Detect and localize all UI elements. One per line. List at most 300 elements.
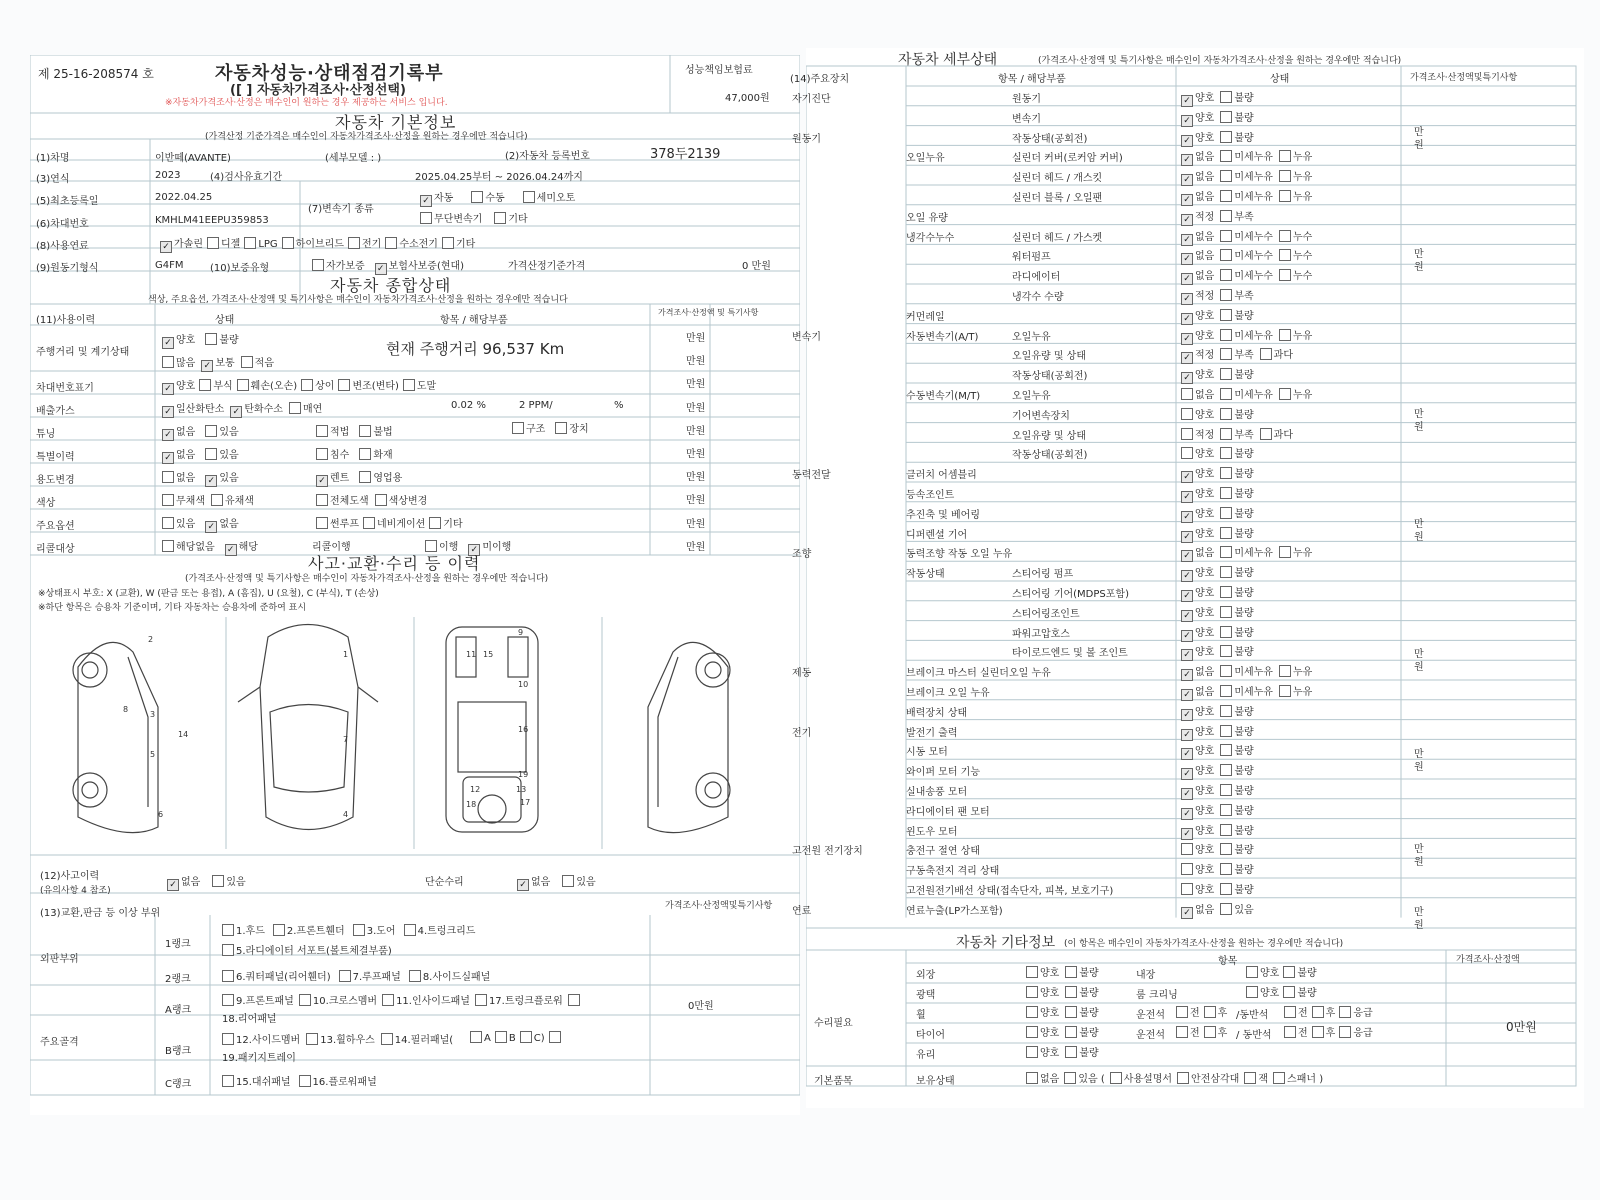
checkbox[interactable] bbox=[381, 1033, 393, 1045]
checkbox-option[interactable] bbox=[1244, 1074, 1268, 1085]
checkbox[interactable] bbox=[1026, 1072, 1038, 1084]
checkbox[interactable] bbox=[1220, 170, 1232, 182]
checkbox[interactable] bbox=[1026, 1046, 1038, 1058]
checkbox-option[interactable] bbox=[1181, 172, 1214, 183]
checkbox-option[interactable] bbox=[404, 926, 476, 937]
checkbox[interactable] bbox=[1181, 313, 1193, 325]
checkbox-option[interactable] bbox=[1181, 885, 1214, 896]
checkbox-option[interactable] bbox=[1220, 370, 1253, 381]
checkbox-option[interactable] bbox=[316, 427, 349, 438]
checkbox[interactable] bbox=[359, 471, 371, 483]
checkbox-option[interactable] bbox=[1181, 687, 1214, 698]
checkbox[interactable] bbox=[403, 379, 415, 391]
checkbox[interactable] bbox=[1339, 1006, 1351, 1018]
checkbox-option[interactable] bbox=[1026, 1008, 1059, 1019]
checkbox-option[interactable] bbox=[1220, 133, 1253, 144]
checkbox[interactable] bbox=[162, 356, 174, 368]
checkbox-option[interactable] bbox=[1279, 192, 1312, 203]
checkbox-option[interactable] bbox=[241, 358, 274, 369]
checkbox-option[interactable] bbox=[1220, 251, 1273, 262]
checkbox[interactable] bbox=[429, 517, 441, 529]
checkbox-option[interactable] bbox=[1181, 251, 1214, 262]
checkbox-option[interactable] bbox=[1312, 1008, 1336, 1019]
checkbox-option[interactable] bbox=[1220, 548, 1273, 559]
checkbox-option[interactable] bbox=[1181, 509, 1214, 520]
checkbox-option[interactable] bbox=[205, 450, 238, 461]
checkbox-option[interactable] bbox=[494, 214, 527, 225]
checkbox[interactable] bbox=[409, 970, 421, 982]
checkbox-option[interactable] bbox=[1220, 826, 1253, 837]
checkbox-option[interactable] bbox=[1220, 449, 1253, 460]
checkbox[interactable] bbox=[1220, 348, 1232, 360]
checkbox[interactable] bbox=[316, 425, 328, 437]
checkbox-option[interactable] bbox=[237, 381, 297, 392]
checkbox-option[interactable] bbox=[312, 261, 365, 272]
checkbox-option[interactable] bbox=[1181, 390, 1214, 401]
checkbox[interactable] bbox=[568, 994, 580, 1006]
checkbox-option[interactable] bbox=[162, 542, 215, 553]
checkbox[interactable] bbox=[1220, 309, 1232, 321]
checkbox[interactable] bbox=[420, 195, 432, 207]
checkbox[interactable] bbox=[1312, 1026, 1324, 1038]
checkbox-option[interactable] bbox=[1181, 588, 1214, 599]
checkbox[interactable] bbox=[520, 1031, 532, 1043]
checkbox-option[interactable] bbox=[222, 1077, 291, 1088]
checkbox[interactable] bbox=[1283, 986, 1295, 998]
checkbox-option[interactable] bbox=[162, 519, 195, 530]
checkbox-option[interactable] bbox=[1065, 1028, 1098, 1039]
checkbox[interactable] bbox=[1181, 333, 1193, 345]
checkbox-option[interactable] bbox=[420, 214, 482, 225]
checkbox-option[interactable] bbox=[162, 427, 195, 438]
checkbox[interactable] bbox=[162, 517, 174, 529]
checkbox-option[interactable] bbox=[1279, 251, 1312, 262]
checkbox[interactable] bbox=[205, 521, 217, 533]
checkbox[interactable] bbox=[1181, 428, 1193, 440]
checkbox[interactable] bbox=[1279, 190, 1291, 202]
checkbox-option[interactable] bbox=[1026, 988, 1059, 999]
checkbox[interactable] bbox=[1284, 1026, 1296, 1038]
checkbox-option[interactable] bbox=[212, 877, 245, 888]
checkbox-option[interactable] bbox=[162, 381, 195, 392]
checkbox[interactable] bbox=[1284, 1006, 1296, 1018]
checkbox[interactable] bbox=[316, 494, 328, 506]
checkbox-option[interactable] bbox=[520, 1033, 545, 1044]
checkbox-option[interactable] bbox=[162, 473, 195, 484]
checkbox-option[interactable] bbox=[1220, 628, 1253, 639]
checkbox-option[interactable] bbox=[471, 193, 504, 204]
checkbox-option[interactable] bbox=[1181, 529, 1214, 540]
checkbox-option[interactable] bbox=[348, 239, 381, 250]
checkbox-option[interactable] bbox=[1181, 449, 1214, 460]
checkbox[interactable] bbox=[237, 379, 249, 391]
checkbox-option[interactable] bbox=[222, 972, 331, 983]
checkbox[interactable] bbox=[205, 448, 217, 460]
checkbox[interactable] bbox=[205, 333, 217, 345]
checkbox[interactable] bbox=[339, 970, 351, 982]
checkbox-option[interactable] bbox=[316, 496, 369, 507]
checkbox-option[interactable] bbox=[1220, 687, 1273, 698]
checkbox[interactable] bbox=[201, 360, 213, 372]
checkbox[interactable] bbox=[1220, 566, 1232, 578]
checkbox[interactable] bbox=[1339, 1026, 1351, 1038]
checkbox[interactable] bbox=[244, 237, 256, 249]
checkbox[interactable] bbox=[1181, 115, 1193, 127]
checkbox-option[interactable] bbox=[205, 473, 238, 484]
checkbox[interactable] bbox=[495, 1031, 507, 1043]
checkbox[interactable] bbox=[1273, 1072, 1285, 1084]
checkbox-option[interactable] bbox=[1026, 1028, 1059, 1039]
checkbox-option[interactable] bbox=[1181, 271, 1214, 282]
checkbox-option[interactable] bbox=[1110, 1074, 1172, 1085]
checkbox-option[interactable] bbox=[162, 358, 195, 369]
checkbox[interactable] bbox=[1176, 1026, 1188, 1038]
checkbox-option[interactable] bbox=[442, 239, 475, 250]
checkbox-option[interactable] bbox=[1220, 806, 1253, 817]
checkbox[interactable] bbox=[199, 379, 211, 391]
checkbox-option[interactable] bbox=[316, 519, 359, 530]
checkbox[interactable] bbox=[1220, 150, 1232, 162]
checkbox-option[interactable] bbox=[1220, 509, 1253, 520]
checkbox[interactable] bbox=[1181, 863, 1193, 875]
checkbox-option[interactable] bbox=[1026, 1074, 1059, 1085]
checkbox-option[interactable] bbox=[1181, 331, 1214, 342]
checkbox[interactable] bbox=[162, 406, 174, 418]
checkbox[interactable] bbox=[1065, 1026, 1077, 1038]
checkbox-option[interactable] bbox=[1220, 410, 1253, 421]
checkbox-option[interactable] bbox=[1220, 766, 1253, 777]
checkbox[interactable] bbox=[494, 212, 506, 224]
checkbox-option[interactable] bbox=[1065, 988, 1098, 999]
checkbox[interactable] bbox=[1181, 253, 1193, 265]
checkbox-option[interactable] bbox=[1220, 192, 1273, 203]
checkbox[interactable] bbox=[1181, 194, 1193, 206]
checkbox[interactable] bbox=[1181, 843, 1193, 855]
checkbox-option[interactable] bbox=[1220, 172, 1273, 183]
checkbox-option[interactable] bbox=[1220, 350, 1253, 361]
checkbox-option[interactable] bbox=[1181, 905, 1214, 916]
checkbox[interactable] bbox=[549, 1031, 561, 1043]
checkbox[interactable] bbox=[1181, 570, 1193, 582]
checkbox[interactable] bbox=[1279, 150, 1291, 162]
checkbox[interactable] bbox=[1181, 709, 1193, 721]
checkbox-option[interactable] bbox=[1181, 192, 1214, 203]
checkbox[interactable] bbox=[385, 237, 397, 249]
checkbox-option[interactable] bbox=[205, 427, 238, 438]
checkbox[interactable] bbox=[1220, 764, 1232, 776]
checkbox-option[interactable] bbox=[1064, 1074, 1104, 1085]
checkbox[interactable] bbox=[512, 422, 524, 434]
checkbox-option[interactable] bbox=[1246, 988, 1279, 999]
checkbox-option[interactable] bbox=[205, 335, 238, 346]
checkbox[interactable] bbox=[1246, 966, 1258, 978]
checkbox-option[interactable] bbox=[1279, 390, 1312, 401]
checkbox[interactable] bbox=[1260, 428, 1272, 440]
checkbox-option[interactable] bbox=[495, 1033, 516, 1044]
checkbox[interactable] bbox=[160, 241, 172, 253]
checkbox[interactable] bbox=[222, 970, 234, 982]
checkbox-option[interactable] bbox=[306, 1035, 375, 1046]
checkbox[interactable] bbox=[301, 379, 313, 391]
checkbox[interactable] bbox=[1181, 214, 1193, 226]
checkbox[interactable] bbox=[299, 1075, 311, 1087]
checkbox[interactable] bbox=[1220, 685, 1232, 697]
checkbox-option[interactable] bbox=[201, 358, 234, 369]
checkbox-option[interactable] bbox=[1246, 968, 1279, 979]
checkbox[interactable] bbox=[1279, 388, 1291, 400]
checkbox-option[interactable] bbox=[1181, 469, 1214, 480]
checkbox[interactable] bbox=[1181, 447, 1193, 459]
checkbox[interactable] bbox=[1181, 630, 1193, 642]
checkbox[interactable] bbox=[1244, 1072, 1256, 1084]
checkbox-option[interactable] bbox=[162, 404, 224, 415]
checkbox-option[interactable] bbox=[359, 427, 392, 438]
checkbox-option[interactable] bbox=[1220, 588, 1253, 599]
checkbox[interactable] bbox=[1181, 154, 1193, 166]
checkbox-option[interactable] bbox=[1181, 806, 1214, 817]
checkbox-option[interactable] bbox=[1220, 152, 1273, 163]
checkbox-option[interactable] bbox=[222, 946, 392, 957]
checkbox[interactable] bbox=[1181, 408, 1193, 420]
checkbox[interactable] bbox=[353, 924, 365, 936]
checkbox[interactable] bbox=[1181, 669, 1193, 681]
checkbox-option[interactable] bbox=[1279, 667, 1312, 678]
checkbox[interactable] bbox=[1220, 249, 1232, 261]
checkbox[interactable] bbox=[1177, 1072, 1189, 1084]
checkbox[interactable] bbox=[1220, 725, 1232, 737]
checkbox-option[interactable] bbox=[299, 1077, 377, 1088]
checkbox[interactable] bbox=[1220, 210, 1232, 222]
checkbox[interactable] bbox=[404, 924, 416, 936]
checkbox-option[interactable] bbox=[1220, 727, 1253, 738]
checkbox[interactable] bbox=[1181, 590, 1193, 602]
checkbox-option[interactable] bbox=[1204, 1008, 1228, 1019]
checkbox[interactable] bbox=[1181, 531, 1193, 543]
checkbox-option[interactable] bbox=[1181, 350, 1214, 361]
checkbox[interactable] bbox=[1181, 649, 1193, 661]
checkbox[interactable] bbox=[1204, 1006, 1216, 1018]
checkbox-option[interactable] bbox=[205, 519, 238, 530]
checkbox[interactable] bbox=[1220, 487, 1232, 499]
checkbox-option[interactable] bbox=[1181, 707, 1214, 718]
checkbox-option[interactable] bbox=[1220, 390, 1273, 401]
checkbox[interactable] bbox=[1181, 293, 1193, 305]
checkbox-option[interactable] bbox=[1220, 568, 1253, 579]
checkbox-option[interactable] bbox=[1181, 152, 1214, 163]
checkbox-option[interactable] bbox=[363, 519, 425, 530]
checkbox-option[interactable] bbox=[1220, 93, 1253, 104]
checkbox-option[interactable] bbox=[517, 877, 550, 888]
checkbox-option[interactable] bbox=[1279, 548, 1312, 559]
checkbox[interactable] bbox=[1181, 788, 1193, 800]
checkbox[interactable] bbox=[1181, 372, 1193, 384]
checkbox[interactable] bbox=[359, 425, 371, 437]
checkbox-option[interactable] bbox=[316, 473, 349, 484]
checkbox-option[interactable] bbox=[230, 404, 283, 415]
checkbox[interactable] bbox=[1220, 824, 1232, 836]
checkbox-option[interactable] bbox=[1220, 331, 1273, 342]
checkbox-option[interactable] bbox=[1220, 291, 1253, 302]
checkbox[interactable] bbox=[1181, 135, 1193, 147]
checkbox-option[interactable] bbox=[1181, 608, 1214, 619]
checkbox-option[interactable] bbox=[555, 424, 588, 435]
checkbox[interactable] bbox=[167, 879, 179, 891]
checkbox-option[interactable] bbox=[359, 450, 392, 461]
checkbox-option[interactable] bbox=[211, 496, 254, 507]
checkbox-option[interactable] bbox=[1220, 469, 1253, 480]
checkbox-option[interactable] bbox=[475, 996, 563, 1007]
checkbox[interactable] bbox=[1279, 269, 1291, 281]
checkbox-option[interactable] bbox=[1181, 410, 1214, 421]
checkbox-option[interactable] bbox=[1181, 786, 1214, 797]
checkbox[interactable] bbox=[162, 429, 174, 441]
checkbox-option[interactable] bbox=[1220, 746, 1253, 757]
checkbox[interactable] bbox=[517, 879, 529, 891]
checkbox[interactable] bbox=[1181, 748, 1193, 760]
checkbox-option[interactable] bbox=[1181, 826, 1214, 837]
checkbox-option[interactable] bbox=[1279, 331, 1312, 342]
checkbox[interactable] bbox=[1220, 111, 1232, 123]
checkbox[interactable] bbox=[1220, 606, 1232, 618]
checkbox[interactable] bbox=[1220, 329, 1232, 341]
checkbox[interactable] bbox=[1220, 843, 1232, 855]
checkbox-option[interactable] bbox=[1220, 667, 1273, 678]
checkbox-option[interactable] bbox=[1181, 311, 1214, 322]
checkbox-option[interactable] bbox=[359, 473, 402, 484]
checkbox-option[interactable] bbox=[1176, 1028, 1200, 1039]
checkbox[interactable] bbox=[1181, 907, 1193, 919]
checkbox[interactable] bbox=[1220, 645, 1232, 657]
checkbox-option[interactable] bbox=[1220, 608, 1253, 619]
checkbox[interactable] bbox=[382, 994, 394, 1006]
checkbox[interactable] bbox=[273, 924, 285, 936]
checkbox-option[interactable] bbox=[1181, 845, 1214, 856]
checkbox[interactable] bbox=[306, 1033, 318, 1045]
checkbox[interactable] bbox=[1260, 348, 1272, 360]
checkbox[interactable] bbox=[225, 544, 237, 556]
checkbox-option[interactable] bbox=[160, 239, 203, 250]
checkbox-option[interactable] bbox=[353, 926, 396, 937]
checkbox[interactable] bbox=[205, 425, 217, 437]
checkbox-option[interactable] bbox=[301, 381, 334, 392]
checkbox[interactable] bbox=[1220, 903, 1232, 915]
checkbox[interactable] bbox=[1065, 1046, 1077, 1058]
checkbox-option[interactable] bbox=[1220, 232, 1273, 243]
checkbox[interactable] bbox=[316, 517, 328, 529]
checkbox[interactable] bbox=[1220, 804, 1232, 816]
checkbox[interactable] bbox=[1279, 665, 1291, 677]
checkbox[interactable] bbox=[1181, 471, 1193, 483]
checkbox-option[interactable] bbox=[316, 450, 349, 461]
checkbox[interactable] bbox=[1026, 1006, 1038, 1018]
checkbox[interactable] bbox=[1220, 269, 1232, 281]
checkbox[interactable] bbox=[299, 994, 311, 1006]
checkbox[interactable] bbox=[222, 1075, 234, 1087]
checkbox[interactable] bbox=[1181, 768, 1193, 780]
checkbox-option[interactable] bbox=[1279, 687, 1312, 698]
checkbox[interactable] bbox=[1220, 863, 1232, 875]
checkbox[interactable] bbox=[1110, 1072, 1122, 1084]
checkbox[interactable] bbox=[282, 237, 294, 249]
checkbox[interactable] bbox=[1279, 546, 1291, 558]
checkbox-option[interactable] bbox=[299, 996, 377, 1007]
checkbox-option[interactable] bbox=[207, 239, 240, 250]
checkbox-option[interactable] bbox=[1181, 727, 1214, 738]
checkbox[interactable] bbox=[562, 875, 574, 887]
checkbox[interactable] bbox=[1220, 705, 1232, 717]
checkbox[interactable] bbox=[1176, 1006, 1188, 1018]
checkbox-option[interactable] bbox=[1220, 707, 1253, 718]
checkbox-option[interactable] bbox=[1339, 1028, 1372, 1039]
checkbox[interactable] bbox=[316, 475, 328, 487]
checkbox[interactable] bbox=[442, 237, 454, 249]
checkbox-option[interactable] bbox=[1284, 1028, 1308, 1039]
checkbox[interactable] bbox=[1181, 511, 1193, 523]
checkbox-option[interactable] bbox=[403, 381, 436, 392]
checkbox-option[interactable] bbox=[409, 972, 491, 983]
checkbox-option[interactable] bbox=[1220, 885, 1253, 896]
checkbox[interactable] bbox=[348, 237, 360, 249]
checkbox-option[interactable] bbox=[1279, 152, 1312, 163]
checkbox[interactable] bbox=[1279, 685, 1291, 697]
checkbox[interactable] bbox=[1181, 550, 1193, 562]
checkbox[interactable] bbox=[1181, 234, 1193, 246]
checkbox-option[interactable] bbox=[1181, 212, 1214, 223]
checkbox-option[interactable] bbox=[1065, 968, 1098, 979]
checkbox-option[interactable] bbox=[1220, 430, 1253, 441]
checkbox[interactable] bbox=[241, 356, 253, 368]
checkbox[interactable] bbox=[1181, 491, 1193, 503]
checkbox-option[interactable] bbox=[1181, 568, 1214, 579]
checkbox-option[interactable] bbox=[1260, 430, 1293, 441]
checkbox-option[interactable] bbox=[222, 926, 265, 937]
checkbox-option[interactable] bbox=[1181, 667, 1214, 678]
checkbox-option[interactable] bbox=[1181, 746, 1214, 757]
checkbox[interactable] bbox=[316, 448, 328, 460]
checkbox-option[interactable] bbox=[375, 496, 428, 507]
checkbox[interactable] bbox=[1220, 230, 1232, 242]
checkbox[interactable] bbox=[1279, 170, 1291, 182]
checkbox-option[interactable] bbox=[1220, 845, 1253, 856]
checkbox-option[interactable] bbox=[1065, 1048, 1098, 1059]
checkbox-option[interactable] bbox=[1220, 786, 1253, 797]
checkbox-option[interactable] bbox=[381, 1035, 453, 1046]
checkbox[interactable] bbox=[1220, 546, 1232, 558]
checkbox[interactable] bbox=[162, 452, 174, 464]
checkbox[interactable] bbox=[471, 191, 483, 203]
checkbox-option[interactable] bbox=[385, 239, 438, 250]
checkbox-option[interactable] bbox=[1283, 968, 1316, 979]
checkbox-option[interactable] bbox=[225, 542, 258, 553]
checkbox[interactable] bbox=[1220, 527, 1232, 539]
checkbox-option[interactable] bbox=[1181, 628, 1214, 639]
checkbox-option[interactable] bbox=[1181, 865, 1214, 876]
checkbox-option[interactable] bbox=[222, 1035, 300, 1046]
checkbox[interactable] bbox=[1026, 966, 1038, 978]
checkbox[interactable] bbox=[1181, 610, 1193, 622]
checkbox[interactable] bbox=[1283, 966, 1295, 978]
checkbox[interactable] bbox=[1181, 808, 1193, 820]
checkbox[interactable] bbox=[470, 1031, 482, 1043]
checkbox-option[interactable] bbox=[1065, 1008, 1098, 1019]
checkbox[interactable] bbox=[1220, 784, 1232, 796]
checkbox[interactable] bbox=[1220, 507, 1232, 519]
checkbox-option[interactable] bbox=[1181, 548, 1214, 559]
checkbox[interactable] bbox=[1220, 368, 1232, 380]
checkbox-option[interactable] bbox=[199, 381, 232, 392]
checkbox[interactable] bbox=[230, 406, 242, 418]
checkbox[interactable] bbox=[523, 191, 535, 203]
